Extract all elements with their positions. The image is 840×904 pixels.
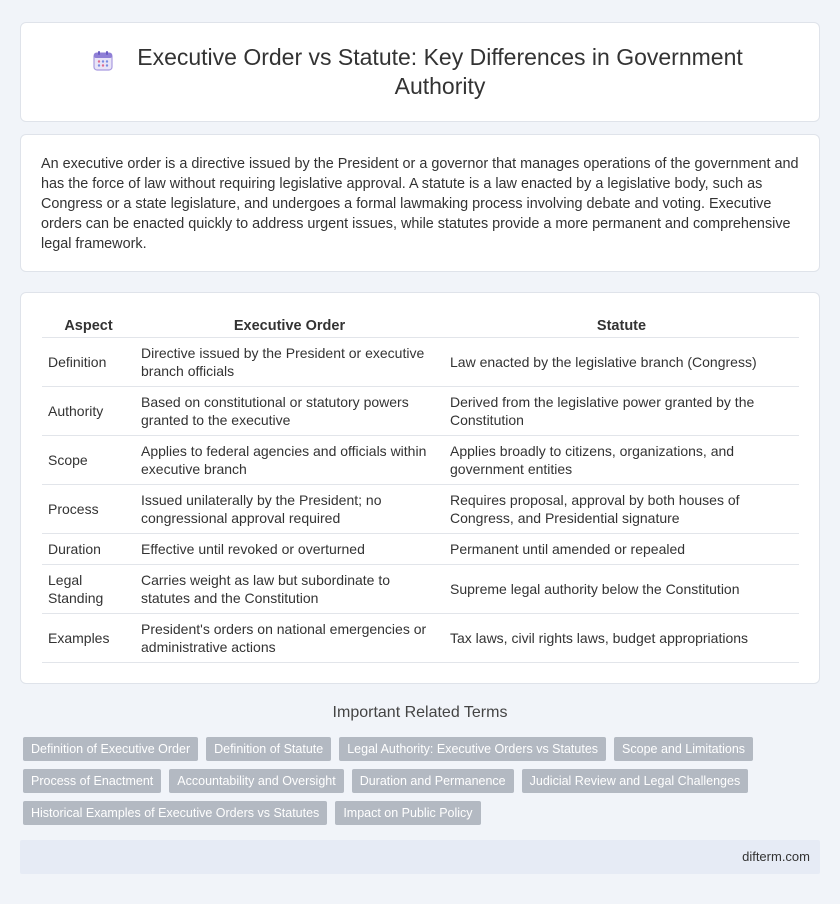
- related-term-tag[interactable]: Legal Authority: Executive Orders vs Statutes: [339, 737, 606, 761]
- footer-bar: [20, 840, 820, 874]
- cell-statute: Supreme legal authority below the Constitution: [444, 564, 799, 613]
- table-row: [42, 533, 799, 564]
- page-title: Executive Order vs Statute: Key Differences in Government Authority: [137, 44, 743, 99]
- footer-site-link[interactable]: difterm.com: [742, 849, 810, 864]
- cell-executive-order: Based on constitutional or statutory powers granted to the executive: [135, 386, 444, 435]
- table-row: [42, 337, 799, 386]
- cell-executive-order: Carries weight as law but subordinate to statutes and the Constitution: [135, 564, 444, 613]
- header-card: [20, 22, 820, 122]
- related-term-tag[interactable]: Definition of Executive Order: [23, 737, 198, 761]
- cell-executive-order: Applies to federal agencies and officials within executive branch: [135, 435, 444, 484]
- cell-executive-order: Issued unilaterally by the President; no congressional approval required: [135, 484, 444, 533]
- cell-aspect: Duration: [42, 533, 135, 564]
- comparison-table-card: [20, 292, 820, 684]
- related-terms-list: [23, 737, 823, 825]
- related-term-tag[interactable]: Duration and Permanence: [352, 769, 514, 793]
- related-terms-heading: Important Related Terms: [332, 704, 508, 721]
- cell-aspect: Legal Standing: [42, 564, 135, 613]
- comparison-table: [42, 315, 799, 663]
- cell-aspect: Scope: [42, 435, 135, 484]
- related-term-tag[interactable]: Impact on Public Policy: [335, 801, 480, 825]
- table-row: [42, 435, 799, 484]
- column-header-statute: Statute: [444, 315, 799, 337]
- cell-aspect: Definition: [42, 337, 135, 386]
- intro-paragraph: An executive order is a directive issued by the President or a governor that manages operations of the government and has the force of law without requiring legislative approval. A statute is a law enacted by a legislative body, such as Congress or a state legislature, and undergoes a formal lawmaking process involving debate and voting. Executive orders can be enacted quickly to address urgent issues, while statutes provide a more permanent and comprehensive legal framework.: [41, 156, 799, 252]
- related-term-tag[interactable]: Process of Enactment: [23, 769, 161, 793]
- table-row: [42, 386, 799, 435]
- related-term-tag[interactable]: Scope and Limitations: [614, 737, 753, 761]
- cell-statute: Derived from the legislative power granted by the Constitution: [444, 386, 799, 435]
- table-header-row: [42, 315, 799, 337]
- cell-statute: Applies broadly to citizens, organizations, and government entities: [444, 435, 799, 484]
- table-row: [42, 484, 799, 533]
- intro-card: [20, 134, 820, 272]
- cell-statute: Requires proposal, approval by both houses of Congress, and Presidential signature: [444, 484, 799, 533]
- cell-aspect: Process: [42, 484, 135, 533]
- cell-executive-order: President's orders on national emergencies or administrative actions: [135, 613, 444, 662]
- related-term-tag[interactable]: Accountability and Oversight: [169, 769, 343, 793]
- cell-statute: Law enacted by the legislative branch (Congress): [444, 337, 799, 386]
- cell-executive-order: Effective until revoked or overturned: [135, 533, 444, 564]
- cell-executive-order: Directive issued by the President or executive branch officials: [135, 337, 444, 386]
- table-row: [42, 613, 799, 662]
- table-row: [42, 564, 799, 613]
- column-header-aspect: Aspect: [42, 315, 135, 337]
- related-term-tag[interactable]: Judicial Review and Legal Challenges: [522, 769, 749, 793]
- related-term-tag[interactable]: Definition of Statute: [206, 737, 331, 761]
- cell-statute: Permanent until amended or repealed: [444, 533, 799, 564]
- cell-aspect: Examples: [42, 613, 135, 662]
- cell-aspect: Authority: [42, 386, 135, 435]
- column-header-executive-order: Executive Order: [135, 315, 444, 337]
- related-term-tag[interactable]: Historical Examples of Executive Orders vs Statutes: [23, 801, 327, 825]
- cell-statute: Tax laws, civil rights laws, budget appropriations: [444, 613, 799, 662]
